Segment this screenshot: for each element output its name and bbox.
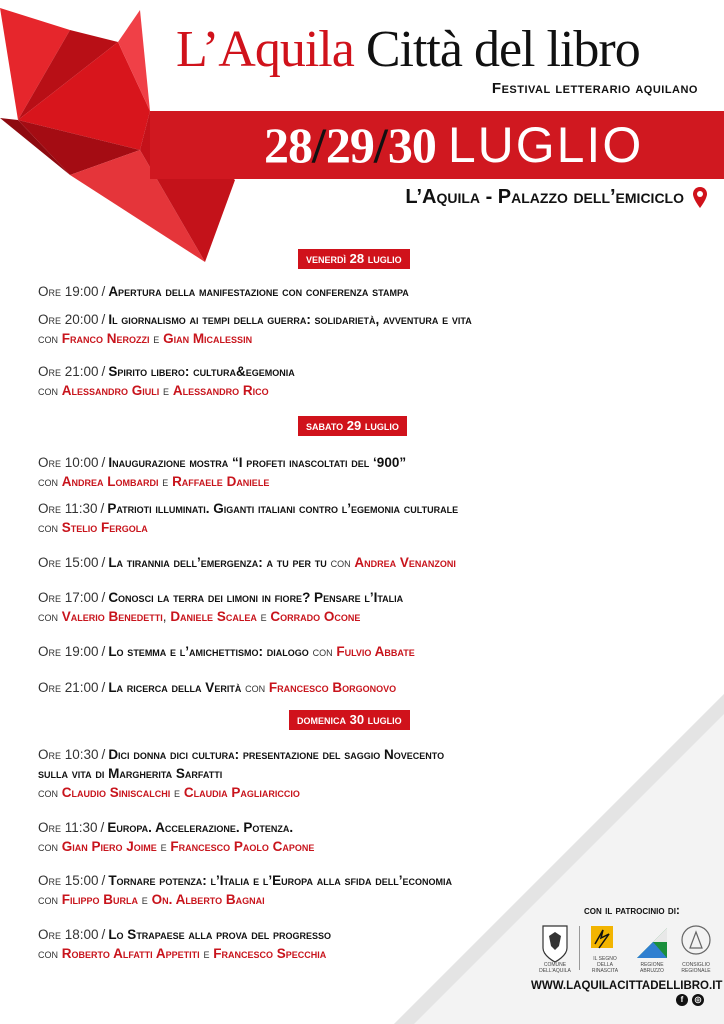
festival-dates	[264, 112, 643, 178]
event-title: Lo Strapaese alla prova del progresso	[108, 927, 332, 942]
guest-name: Francesco Paolo Capone	[170, 839, 315, 854]
event-item: Ore 10:30 / Dici donna dici cultura: presentazione del saggio Novecento sulla vita di Margherita Sarfatti con Claudio Siniscalchi e Claudia Pagliariccio	[38, 747, 445, 800]
event-item: Ore 18:00 / Lo Strapaese alla prova del progresso con Roberto Alfatti Appetiti e Francesco Specchia	[38, 927, 332, 961]
event-time: Ore 10:30	[38, 747, 99, 762]
date-month: LUGLIO	[447, 117, 644, 173]
title-city: L’Aquila	[176, 21, 354, 78]
event-time: Ore 15:00	[38, 873, 99, 888]
event-item: Ore 17:00 / Conosci la terra dei limoni in fiore? Pensare l’Italia con Valerio Benedetti, Daniele Scalea e Corrado Ocone	[38, 590, 404, 624]
festival-subtitle: Festival letterario aquilano	[491, 80, 698, 97]
patronage-label: con il patrocinio di:	[584, 903, 680, 917]
day-label: sabato 29 luglio	[298, 416, 407, 436]
event-time: Ore 17:00	[38, 590, 99, 605]
venue-location: L’Aquila - Palazzo dell’emiciclo	[405, 186, 684, 208]
event-item: Ore 19:00 / Lo stemma e l’amichettismo: dialogo con Fulvio Abbate	[38, 644, 415, 659]
regione-abruzzo-logo: REGIONE ABRUZZO	[633, 922, 671, 974]
event-time: Ore 11:30	[38, 820, 98, 835]
sponsor-logos	[533, 922, 719, 974]
guest-name: Valerio Benedetti	[61, 609, 163, 624]
date-29: 29	[325, 117, 374, 173]
guest-name: Gian Piero Joime	[61, 839, 157, 854]
event-time: Ore 10:00	[38, 455, 99, 470]
event-time: Ore 20:00	[38, 312, 99, 327]
event-title: Spirito libero: cultura&egemonia	[108, 364, 295, 379]
guest-name: Francesco Specchia	[213, 946, 327, 961]
guest-name: Alessandro Giuli	[61, 383, 160, 398]
guest-name: Claudio Siniscalchi	[61, 785, 171, 800]
map-pin-icon	[692, 186, 708, 210]
guest-name: Filippo Burla	[61, 892, 139, 907]
day-label: venerdì 28 luglio	[298, 249, 410, 269]
guest-name: Andrea Venanzoni	[354, 555, 456, 570]
guest-name: Andrea Lombardi	[61, 474, 159, 489]
event-time: Ore 11:30	[38, 501, 98, 516]
event-title-continued: sulla vita di Margherita Sarfatti	[38, 766, 223, 781]
facebook-icon[interactable]: f	[676, 994, 688, 1006]
event-item: Ore 15:00 / La tirannia dell’emergenza: a tu per tu con Andrea Venanzoni	[38, 555, 456, 570]
guest-name: Francesco Borgonovo	[268, 680, 397, 695]
instagram-icon[interactable]: ◎	[692, 994, 704, 1006]
event-time: Ore 18:00	[38, 927, 99, 942]
event-item: Ore 21:00 / Spirito libero: cultura&egemonia con Alessandro Giuli e Alessandro Rico	[38, 364, 295, 398]
event-title: Il giornalismo ai tempi della guerra: solidarietà, avventura e vita	[108, 312, 472, 327]
event-item: Ore 19:00 / Apertura della manifestazione con conferenza stampa	[38, 284, 409, 299]
event-time: Ore 19:00	[38, 644, 99, 659]
event-title: La ricerca della Verità	[108, 680, 242, 695]
page-title	[176, 20, 640, 80]
guest-name: Franco Nerozzi	[61, 331, 150, 346]
guest-name: Corrado Ocone	[270, 609, 361, 624]
guest-name: Stelio Fergola	[61, 520, 148, 535]
page-fold-decoration	[394, 694, 724, 1024]
guest-name: Claudia Pagliariccio	[183, 785, 300, 800]
guest-name: Alessandro Rico	[172, 383, 269, 398]
guest-name: Fulvio Abbate	[336, 644, 415, 659]
event-item: Ore 11:30 / Patrioti illuminati. Giganti italiani contro l’egemonia culturale con Stelio Fergola	[38, 501, 459, 535]
date-28: 28	[264, 117, 312, 173]
date-separator: /	[312, 117, 326, 173]
event-title: Dici donna dici cultura: presentazione del saggio Novecento	[108, 747, 445, 762]
guest-name: Roberto Alfatti Appetiti	[61, 946, 200, 961]
event-title: Patrioti illuminati. Giganti italiani contro l’egemonia culturale	[107, 501, 459, 516]
website-link[interactable]: WWW.LAQUILACITTADELLIBRO.IT	[531, 980, 723, 992]
comune-aquila-logo: COMUNE DELL'AQUILA	[533, 922, 577, 974]
event-item: Ore 10:00 / Inaugurazione mostra “I profeti inascoltati del ‘900” con Andrea Lombardi e Raffaele Daniele	[38, 455, 407, 489]
event-title: Apertura della manifestazione con conferenza stampa	[108, 284, 409, 299]
event-title: Lo stemma e l’amichettismo: dialogo	[108, 644, 309, 659]
guest-name: Gian Micalessin	[163, 331, 253, 346]
event-item: Ore 20:00 / Il giornalismo ai tempi della guerra: solidarietà, avventura e vita con Franco Nerozzi e Gian Micalessin	[38, 312, 472, 346]
day-label: domenica 30 luglio	[289, 710, 410, 730]
date-separator: /	[373, 117, 388, 173]
event-item: Ore 11:30 / Europa. Accelerazione. Potenza. con Gian Piero Joime e Francesco Paolo Capone	[38, 820, 315, 854]
event-time: Ore 21:00	[38, 364, 99, 379]
consiglio-regionale-logo: CONSIGLIO REGIONALE	[673, 922, 719, 974]
date-30: 30	[387, 117, 436, 173]
event-item: Ore 21:00 / La ricerca della Verità con Francesco Borgonovo	[38, 680, 397, 695]
segno-rinascita-logo: IL SEGNO DELLA RINASCITA	[585, 922, 625, 974]
event-item: Ore 15:00 / Tornare potenza: l’Italia e l’Europa alla sfida dell’economia con Filippo Burla e On. Alberto Bagnai	[38, 873, 452, 907]
event-title: Inaugurazione mostra “I profeti inascoltati del ‘900”	[108, 455, 407, 470]
title-main: Città del libro	[365, 21, 640, 78]
event-title: Conosci la terra dei limoni in fiore? Pensare l’Italia	[108, 590, 404, 605]
event-time: Ore 21:00	[38, 680, 99, 695]
guest-name: Daniele Scalea	[170, 609, 257, 624]
event-time: Ore 19:00	[38, 284, 99, 299]
guest-name: On. Alberto Bagnai	[151, 892, 265, 907]
guest-name: Raffaele Daniele	[172, 474, 270, 489]
event-title: Europa. Accelerazione. Potenza.	[107, 820, 294, 835]
event-title: La tirannia dell’emergenza: a tu per tu	[108, 555, 327, 570]
event-title: Tornare potenza: l’Italia e l’Europa alla sfida dell’economia	[108, 873, 452, 888]
event-time: Ore 15:00	[38, 555, 99, 570]
